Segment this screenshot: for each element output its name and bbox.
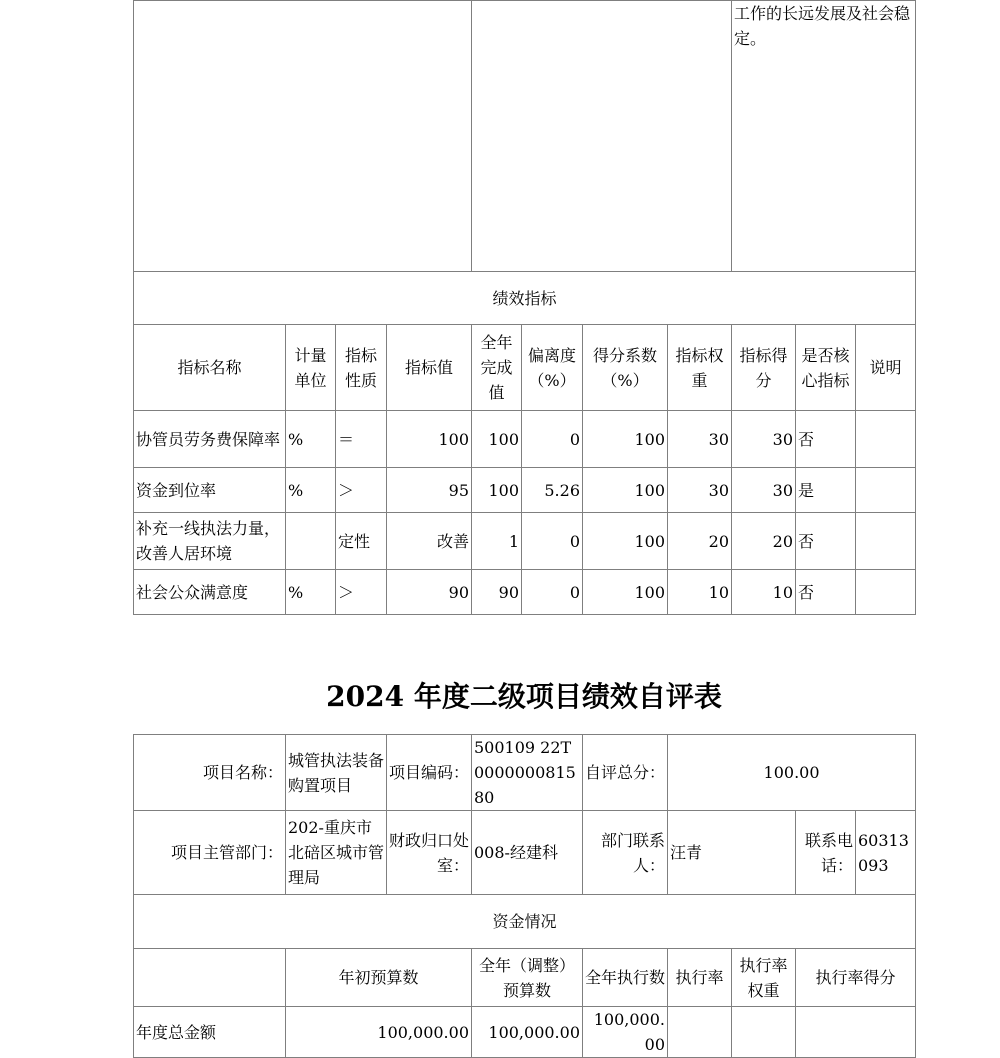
weight-value: 30	[668, 411, 732, 468]
header-cell: 计量单位	[286, 325, 336, 411]
project-info-row	[134, 735, 916, 811]
unit-cell: %	[286, 411, 336, 468]
header-cell: 指标得分	[732, 325, 796, 411]
header-cell: 得分系数（%）	[583, 325, 668, 411]
execution-rate	[668, 1007, 732, 1058]
execution-rate-weight	[732, 1007, 796, 1058]
weight-value: 20	[668, 513, 732, 570]
target-value: 100	[387, 411, 472, 468]
executed-amount: 100,000.00	[583, 1007, 668, 1058]
indicator-name: 资金到位率	[134, 468, 286, 513]
adjusted-budget: 100,000.00	[472, 1007, 583, 1058]
dept: 202-重庆市北碚区城市管理局	[286, 811, 387, 895]
header-cell: 全年完成值	[472, 325, 522, 411]
deviation-value: 0	[522, 513, 583, 570]
actual-value: 1	[472, 513, 522, 570]
header-row	[134, 325, 916, 411]
core-flag: 否	[796, 570, 856, 615]
target-value: 改善	[387, 513, 472, 570]
score-value: 30	[732, 468, 796, 513]
score-value: 30	[732, 411, 796, 468]
header-cell: 说明	[856, 325, 916, 411]
score-coefficient: 100	[583, 468, 668, 513]
contact-label: 部门联系人：	[583, 811, 668, 895]
funds-header-cell: 执行率	[668, 949, 732, 1007]
table-row	[134, 411, 916, 468]
phone: 60313093	[856, 811, 916, 895]
dept-label: 项目主管部门：	[134, 811, 286, 895]
funds-header-cell: 年初预算数	[286, 949, 472, 1007]
core-flag: 是	[796, 468, 856, 513]
funds-row-label: 年度总金额	[134, 1007, 286, 1058]
actual-value: 90	[472, 570, 522, 615]
performance-indicators-table	[133, 0, 916, 615]
actual-value: 100	[472, 468, 522, 513]
self-score: 100.00	[668, 735, 916, 811]
funds-row	[134, 1007, 916, 1058]
note-cell	[856, 468, 916, 513]
project-name-label: 项目名称：	[134, 735, 286, 811]
weight-value: 30	[668, 468, 732, 513]
unit-cell: %	[286, 468, 336, 513]
funds-header-cell: 执行率权重	[732, 949, 796, 1007]
funds-header-cell: 全年（调整）预算数	[472, 949, 583, 1007]
project-self-evaluation-table	[133, 734, 916, 1058]
finance-office: 008-经建科	[472, 811, 583, 895]
nature-cell: ＞	[336, 468, 387, 513]
nature-cell: 定性	[336, 513, 387, 570]
funds-header-cell: 执行率得分	[796, 949, 916, 1007]
form-title: 2024 年度二级项目绩效自评表	[326, 680, 722, 713]
note-cell	[856, 411, 916, 468]
indicator-name: 补充一线执法力量，改善人居环境	[134, 513, 286, 570]
deviation-value: 0	[522, 411, 583, 468]
funds-title-row	[134, 895, 916, 949]
finance-office-label: 财政归口处室：	[387, 811, 472, 895]
section-title-row	[134, 272, 916, 325]
actual-value: 100	[472, 411, 522, 468]
initial-budget: 100,000.00	[286, 1007, 472, 1058]
nature-cell: ＞	[336, 570, 387, 615]
header-cell: 指标名称	[134, 325, 286, 411]
funds-title: 资金情况	[134, 895, 916, 949]
score-value: 10	[732, 570, 796, 615]
project-code: 500109 22T000000081580	[472, 735, 583, 811]
continuation-text: 工作的长远发展及社会稳定。	[732, 1, 916, 272]
blank-cell	[134, 1, 472, 272]
section-title: 绩效指标	[134, 272, 916, 325]
note-cell	[856, 513, 916, 570]
table-row	[134, 468, 916, 513]
core-flag: 否	[796, 411, 856, 468]
header-cell: 是否核心指标	[796, 325, 856, 411]
score-coefficient: 100	[583, 513, 668, 570]
table-row	[134, 513, 916, 570]
score-value: 20	[732, 513, 796, 570]
header-cell: 指标性质	[336, 325, 387, 411]
project-code-label: 项目编码：	[387, 735, 472, 811]
note-cell	[856, 570, 916, 615]
header-cell: 指标值	[387, 325, 472, 411]
self-score-label: 自评总分：	[583, 735, 668, 811]
blank-cell	[472, 1, 732, 272]
funds-header-cell: 全年执行数	[583, 949, 668, 1007]
indicator-name: 社会公众满意度	[134, 570, 286, 615]
header-cell: 偏离度（%）	[522, 325, 583, 411]
header-cell: 指标权重	[668, 325, 732, 411]
department-row	[134, 811, 916, 895]
score-coefficient: 100	[583, 411, 668, 468]
deviation-value: 0	[522, 570, 583, 615]
continuation-row	[134, 1, 916, 272]
unit-cell: %	[286, 570, 336, 615]
nature-cell: ＝	[336, 411, 387, 468]
indicator-name: 协管员劳务费保障率	[134, 411, 286, 468]
contact: 汪青	[668, 811, 796, 895]
deviation-value: 5.26	[522, 468, 583, 513]
score-coefficient: 100	[583, 570, 668, 615]
weight-value: 10	[668, 570, 732, 615]
phone-label: 联系电话：	[796, 811, 856, 895]
funds-header-row	[134, 949, 916, 1007]
target-value: 95	[387, 468, 472, 513]
project-name: 城管执法装备购置项目	[286, 735, 387, 811]
funds-header-cell	[134, 949, 286, 1007]
target-value: 90	[387, 570, 472, 615]
core-flag: 否	[796, 513, 856, 570]
unit-cell	[286, 513, 336, 570]
table-row	[134, 570, 916, 615]
execution-rate-score	[796, 1007, 916, 1058]
